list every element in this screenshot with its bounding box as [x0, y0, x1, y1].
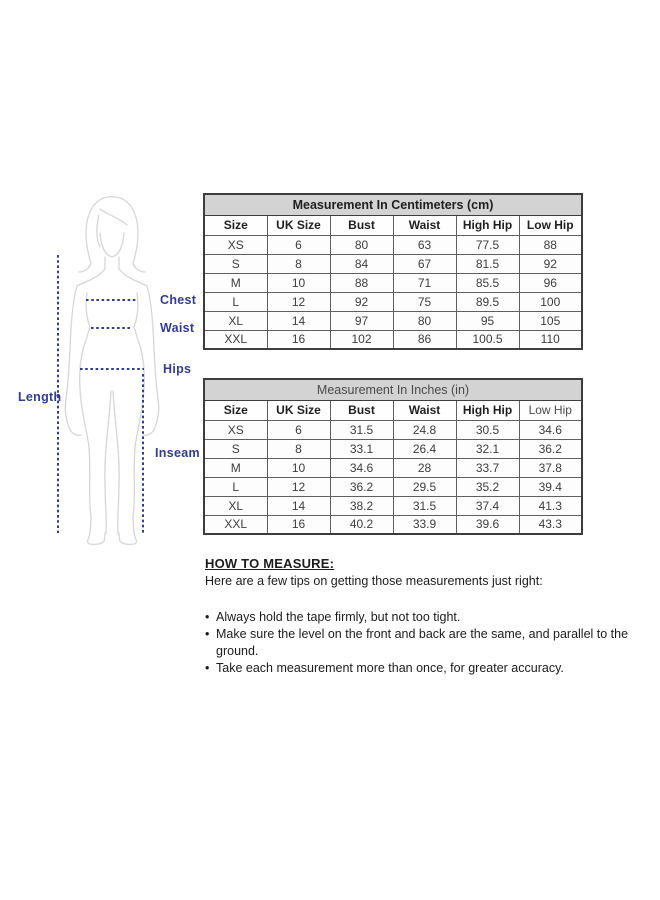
table-cell: 32.1: [456, 439, 519, 458]
cm-measurement-table: [203, 193, 583, 350]
column-header: Bust: [330, 400, 393, 420]
table-cell: 33.9: [393, 515, 456, 534]
column-header: Waist: [393, 215, 456, 235]
column-header: Low Hip: [519, 400, 582, 420]
table-cell: 29.5: [393, 477, 456, 496]
table-cell: 40.2: [330, 515, 393, 534]
table-row: [204, 292, 582, 311]
column-header: Size: [204, 215, 267, 235]
table-cell: 31.5: [393, 496, 456, 515]
in-measurement-table: [203, 378, 583, 535]
table-cell: 95: [456, 311, 519, 330]
table-title-row: [204, 379, 582, 400]
table-cell: 100: [519, 292, 582, 311]
table-cell: 110: [519, 330, 582, 349]
column-header: Waist: [393, 400, 456, 420]
table-cell: 16: [267, 330, 330, 349]
table-row: [204, 458, 582, 477]
column-header: Size: [204, 400, 267, 420]
table-cell: 92: [330, 292, 393, 311]
table-cell: L: [204, 477, 267, 496]
table-cell: 81.5: [456, 254, 519, 273]
table-cell: 102: [330, 330, 393, 349]
table-cell: 97: [330, 311, 393, 330]
table-cell: 12: [267, 292, 330, 311]
table-cell: 92: [519, 254, 582, 273]
table-cell: 88: [330, 273, 393, 292]
table-cell: 63: [393, 235, 456, 254]
table-cell: 33.7: [456, 458, 519, 477]
how-to-measure-section: [205, 556, 650, 677]
waist-label: Waist: [160, 321, 195, 335]
table-cell: 14: [267, 496, 330, 515]
table-title: Measurement In Inches (in): [204, 379, 582, 400]
table-cell: S: [204, 254, 267, 273]
table-cell: 8: [267, 254, 330, 273]
table-cell: 85.5: [456, 273, 519, 292]
column-header: Low Hip: [519, 215, 582, 235]
table-cell: 6: [267, 420, 330, 439]
table-cell: 16: [267, 515, 330, 534]
table-cell: 41.3: [519, 496, 582, 515]
table-cell: 31.5: [330, 420, 393, 439]
table-cell: 10: [267, 458, 330, 477]
column-header: Bust: [330, 215, 393, 235]
table-cell: XL: [204, 311, 267, 330]
table-cell: M: [204, 273, 267, 292]
measure-tip: • Take each measurement more than once, for greater accuracy.: [205, 660, 650, 677]
column-header: UK Size: [267, 400, 330, 420]
table-cell: 14: [267, 311, 330, 330]
table-cell: XS: [204, 235, 267, 254]
table-row: [204, 235, 582, 254]
table-row: [204, 496, 582, 515]
table-cell: 36.2: [330, 477, 393, 496]
table-cell: 39.6: [456, 515, 519, 534]
table-cell: 34.6: [330, 458, 393, 477]
how-to-measure-title: HOW TO MEASURE:: [205, 556, 335, 571]
table-cell: 43.3: [519, 515, 582, 534]
table-cell: 10: [267, 273, 330, 292]
table-cell: XXL: [204, 330, 267, 349]
table-cell: 36.2: [519, 439, 582, 458]
table-cell: 8: [267, 439, 330, 458]
table-cell: 80: [393, 311, 456, 330]
table-cell: 6: [267, 235, 330, 254]
table-cell: 105: [519, 311, 582, 330]
table-cell: 77.5: [456, 235, 519, 254]
body-outline: [65, 197, 158, 545]
table-cell: 33.1: [330, 439, 393, 458]
table-cell: 100.5: [456, 330, 519, 349]
table-row: [204, 477, 582, 496]
table-cell: 71: [393, 273, 456, 292]
table-cell: XXL: [204, 515, 267, 534]
table-cell: 86: [393, 330, 456, 349]
table-cell: 38.2: [330, 496, 393, 515]
table-cell: 84: [330, 254, 393, 273]
table-row: [204, 254, 582, 273]
table-cell: S: [204, 439, 267, 458]
table-cell: 37.4: [456, 496, 519, 515]
table-cell: 35.2: [456, 477, 519, 496]
table-cell: 12: [267, 477, 330, 496]
column-header-row: [204, 400, 582, 420]
table-row: [204, 330, 582, 349]
table-row: [204, 311, 582, 330]
table-cell: 37.8: [519, 458, 582, 477]
chest-label: Chest: [160, 293, 197, 307]
table-row: [204, 515, 582, 534]
table-cell: 28: [393, 458, 456, 477]
measure-tip: • Always hold the tape firmly, but not too tight.: [205, 609, 650, 626]
table-cell: 26.4: [393, 439, 456, 458]
table-cell: 34.6: [519, 420, 582, 439]
table-cell: 67: [393, 254, 456, 273]
table-cell: XS: [204, 420, 267, 439]
measure-tip: • Make sure the level on the front and back are the same, and parallel to the ground.: [205, 626, 650, 660]
hips-label: Hips: [163, 362, 192, 376]
column-header: High Hip: [456, 400, 519, 420]
table-cell: 39.4: [519, 477, 582, 496]
table-row: [204, 439, 582, 458]
table-cell: 89.5: [456, 292, 519, 311]
column-header: UK Size: [267, 215, 330, 235]
table-row: [204, 420, 582, 439]
table-cell: 24.8: [393, 420, 456, 439]
table-title: Measurement In Centimeters (cm): [204, 194, 582, 215]
column-header: High Hip: [456, 215, 519, 235]
table-cell: 96: [519, 273, 582, 292]
column-header-row: [204, 215, 582, 235]
table-cell: XL: [204, 496, 267, 515]
table-cell: L: [204, 292, 267, 311]
inseam-label: Inseam: [155, 446, 200, 460]
table-cell: M: [204, 458, 267, 477]
table-cell: 30.5: [456, 420, 519, 439]
table-cell: 80: [330, 235, 393, 254]
measurement-guide-lines: [58, 255, 144, 533]
table-cell: 88: [519, 235, 582, 254]
table-title-row: [204, 194, 582, 215]
how-to-measure-intro: Here are a few tips on getting those measurements just right:: [205, 574, 543, 588]
table-row: [204, 273, 582, 292]
table-cell: 75: [393, 292, 456, 311]
measure-tips-list: [205, 609, 650, 677]
length-label: Length: [18, 390, 62, 404]
